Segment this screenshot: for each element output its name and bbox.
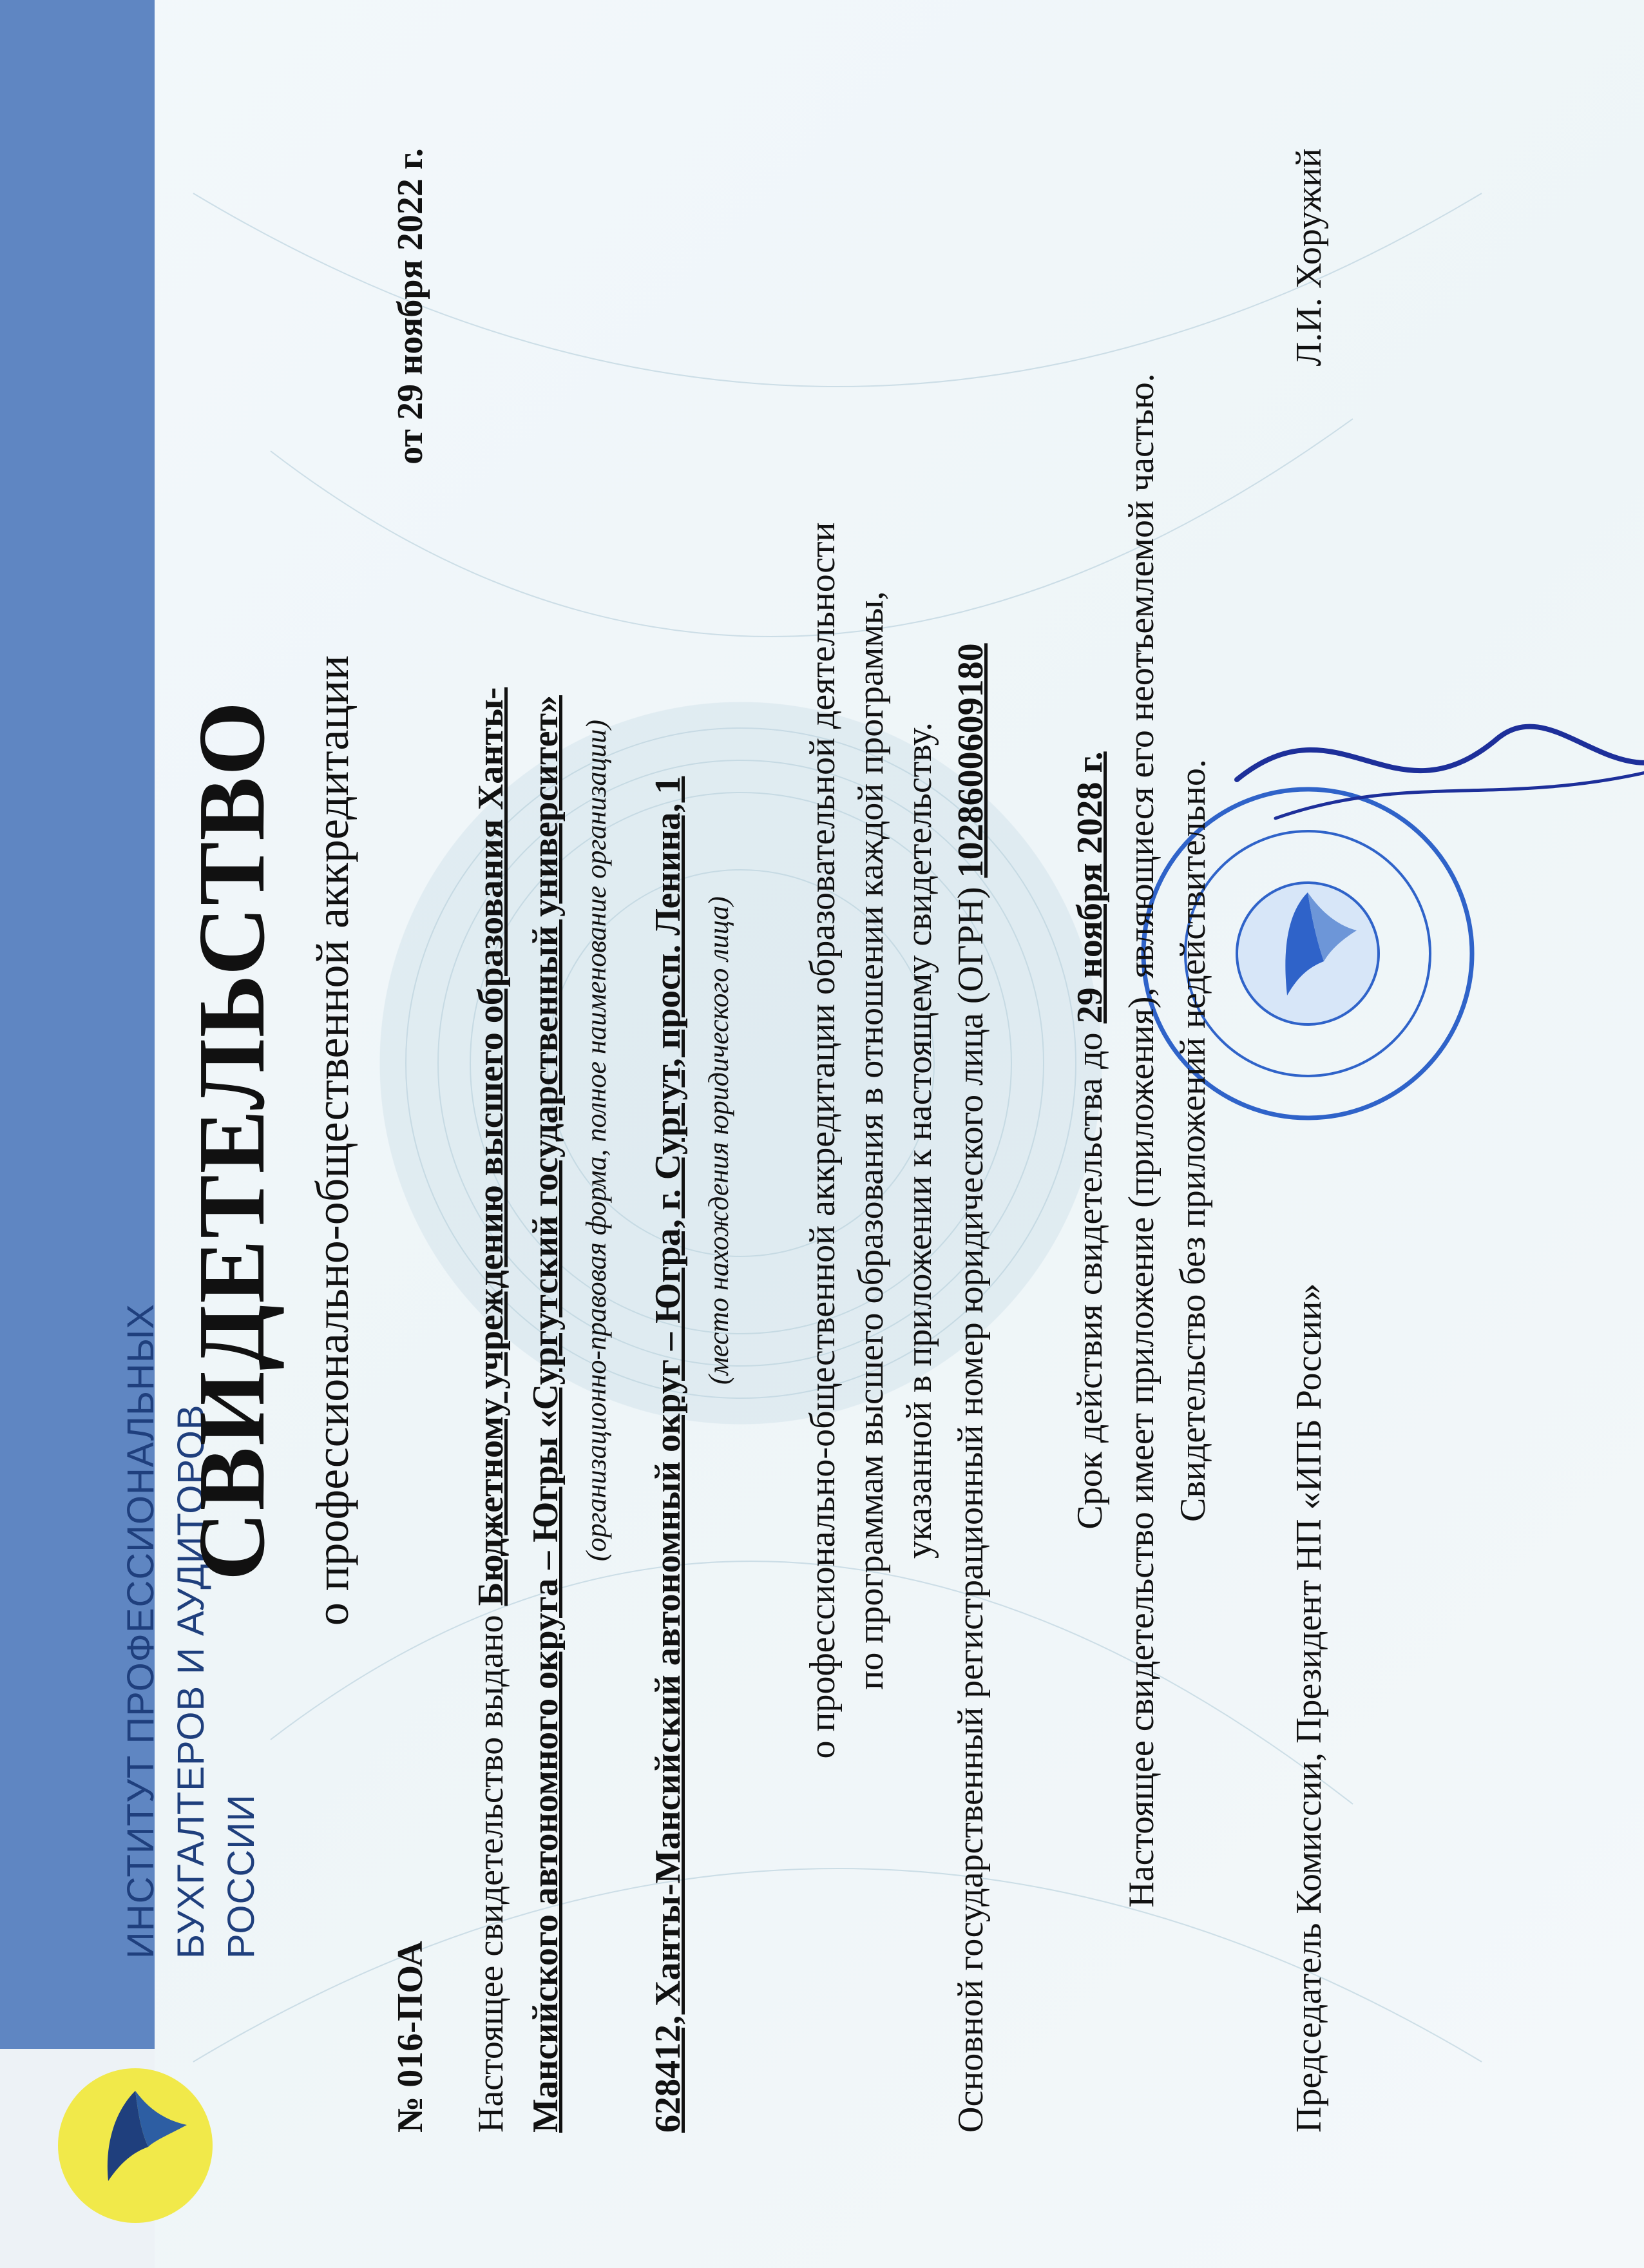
body-line-3: указанной в приложении к настоящему свидетельству. [899,722,939,1559]
invalid-without-appendix-text: Свидетельство без приложений недействительно. [1173,759,1213,1522]
appendix-text: Настоящее свидетельство имеет приложение (приложения), являющиеся его неотъемлемой частью. [1122,373,1161,1908]
signature-role: Председатель Комиссии, Президент НП «ИПБ России» [1289,1283,1329,2133]
issued-line-2 [525,695,566,2133]
validity-line [1069,52,1111,2229]
body-line-1: о профессионально-общественной аккредитации образовательной деятельности [803,522,843,1759]
issued-prefix: Настоящее свидетельство выдано [471,1615,511,2133]
logo-line-2: БУХГАЛТЕРОВ И АУДИТОРОВ РОССИИ [170,1404,262,1959]
certificate-date: от 29 ноября 2022 г. [390,148,430,465]
certificate-content [177,52,1601,2229]
certificate-subtitle: о профессионально-общественной аккредитации [307,655,358,1626]
ogrn-number: 1028600609180 [951,643,991,878]
organization-name-part-2: Мансийского автономного округа – Югры «Сургутский государственный университет» [526,695,566,2133]
ogrn-prefix: Основной государственный регистрационный номер юридического лица (ОГРН) [951,887,991,2133]
address-note: (место нахождения юридического лица) [703,896,734,1385]
body-line-2: по программам высшего образования в отношении каждой программы, [851,591,891,1690]
address-line [647,776,689,2133]
organization-name-part-1: Бюджетному учреждению высшего образования Ханты- [471,687,511,1606]
organization-address: 628412, Ханты-Мансийский автономный округ – Югра, г. Сургут, просп. Ленина, 1 [648,776,688,2133]
organization-note: (организационно-правовая форма, полное наименование организации) [580,719,612,1562]
validity-prefix: Срок действия свидетельства до [1070,1032,1110,1530]
issued-line-1 [470,687,511,2133]
validity-date: 29 ноября 2028 г. [1070,751,1110,1024]
logo-line-1: ИНСТИТУТ ПРОФЕССИОНАЛЬНЫХ [120,1303,162,1959]
ogrn-line [950,643,991,2133]
certificate-number: № 016-ПОА [390,1941,430,2133]
signature-name: Л.И. Хоружий [1289,148,1329,367]
certificate-title: СВИДЕТЕЛЬСТВО [179,700,285,1581]
